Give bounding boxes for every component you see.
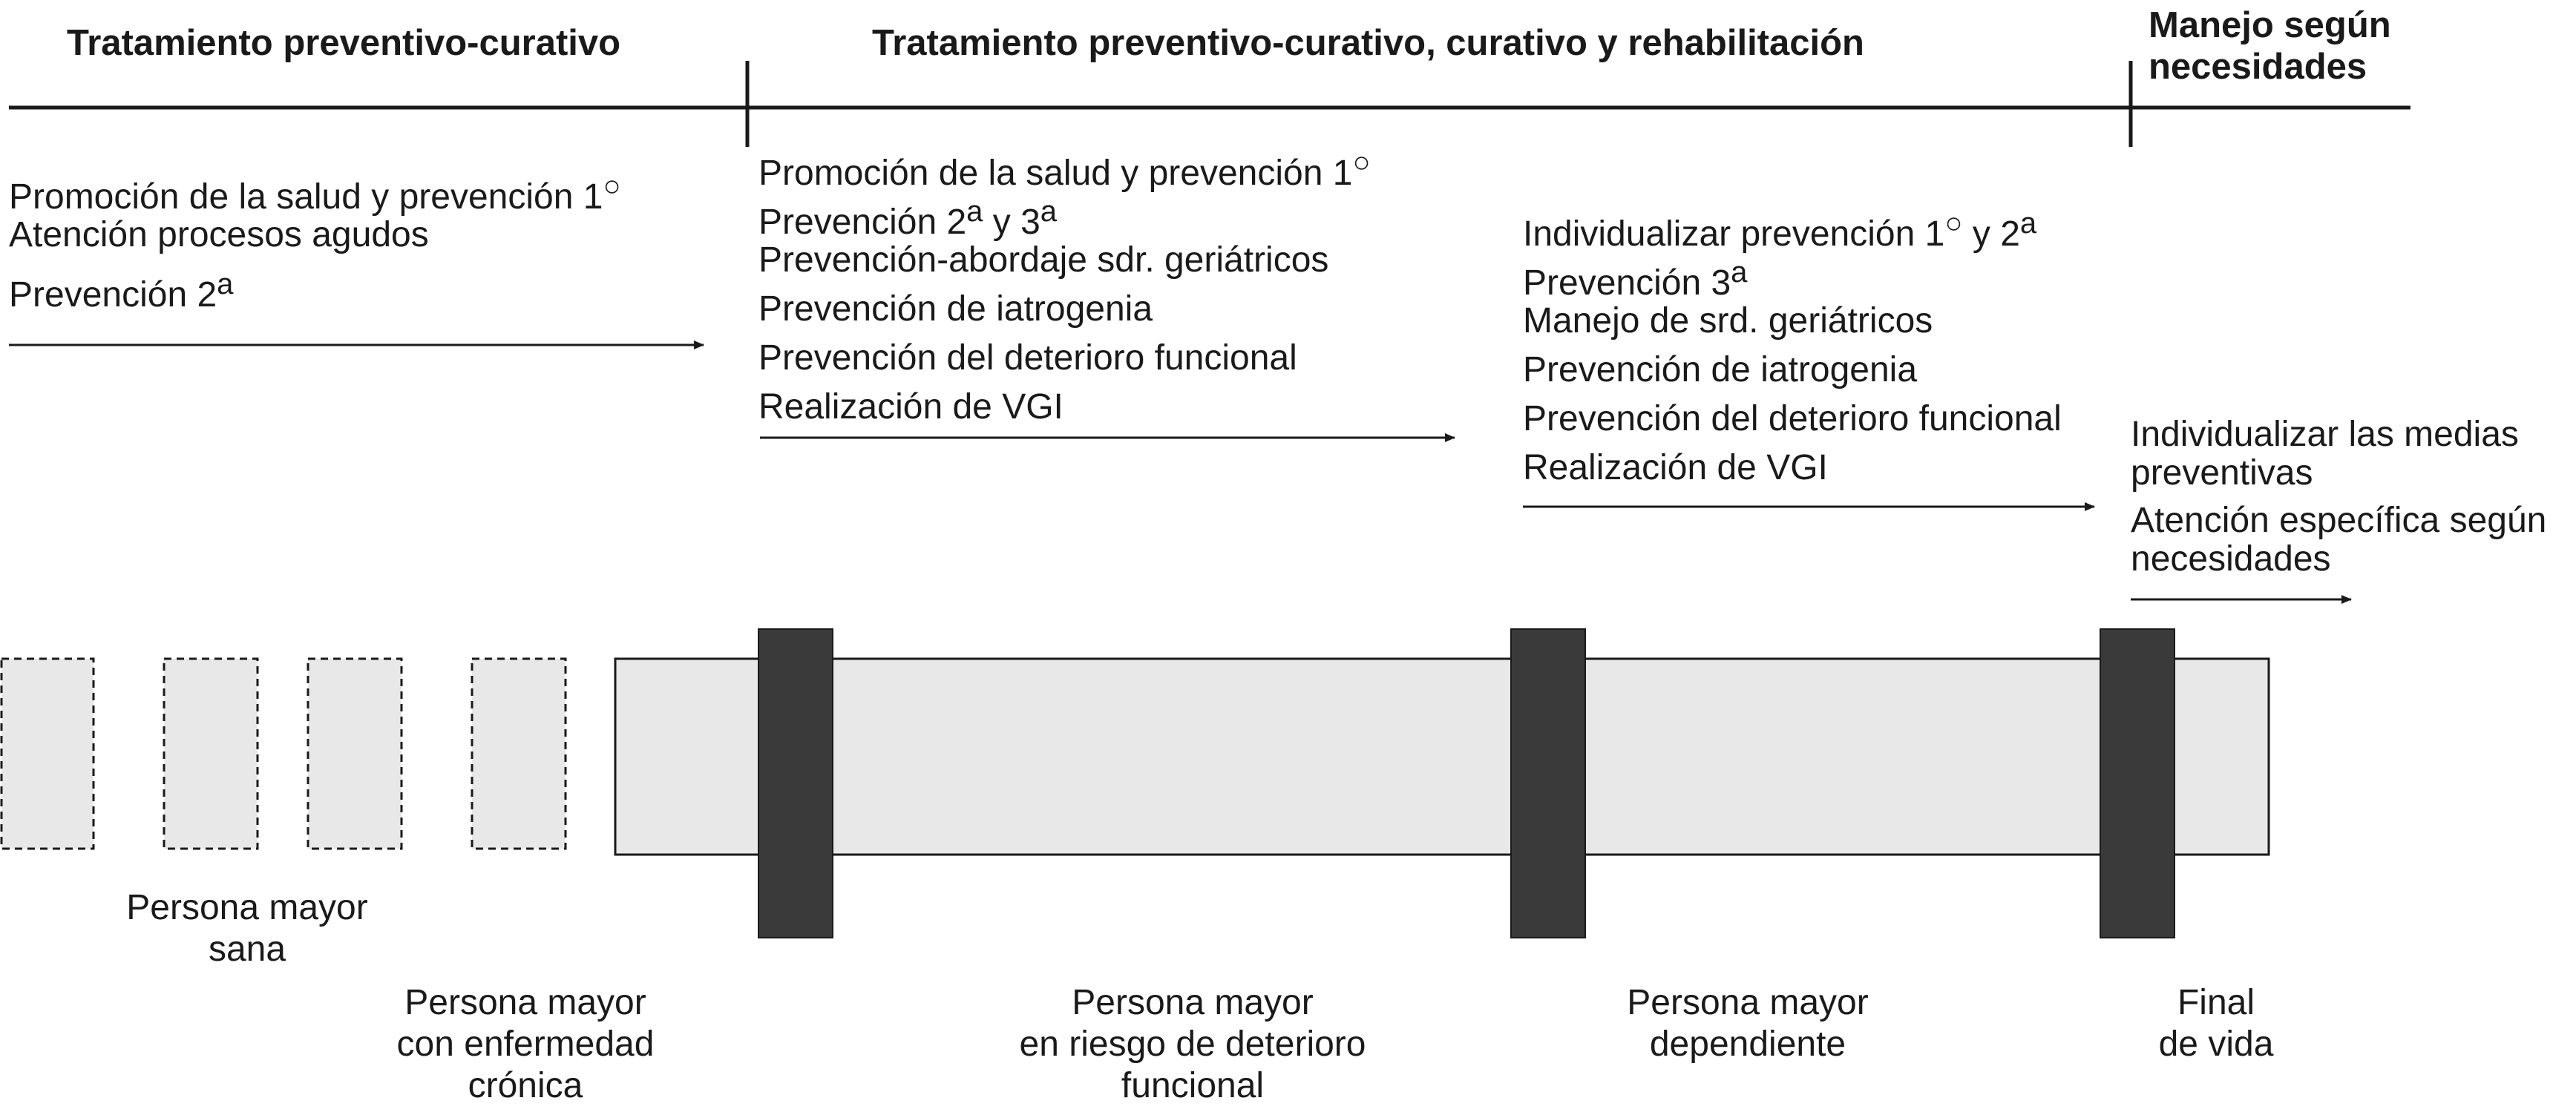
- stage-label-final-de-vida: Final de vida: [2158, 983, 2274, 1064]
- continuum-bar: [615, 659, 2269, 855]
- list-item: Manejo de srd. geriátricos: [1523, 301, 1933, 341]
- list-item: Individualizar las medias preventivas: [2131, 415, 2519, 493]
- list-item: Atención específica según necesidades: [2131, 501, 2547, 579]
- transition-marker-1: [758, 629, 833, 938]
- list-item: Individualizar prevención 1○ y 2$^a$: [1523, 207, 2037, 254]
- list-item: Atención procesos agudos: [9, 215, 429, 254]
- stage-label-dependiente: Persona mayor dependiente: [1627, 983, 1869, 1064]
- dashed-box-2: [164, 659, 258, 849]
- column-3-list: [1523, 199, 2062, 493]
- header-manejo-line-1: Manejo según: [2149, 5, 2391, 45]
- header-preventivo-curativo-rehabilitacion: Tratamiento preventivo-curativo, curativo y rehabilitación: [872, 23, 1864, 63]
- list-item: Prevención-abordaje sdr. geriátricos: [758, 240, 1329, 280]
- list-item: Realización de VGI: [758, 387, 1063, 427]
- column-2-list: [758, 138, 1371, 432]
- list-item: Promoción de la salud y prevención 1○: [758, 146, 1371, 193]
- list-item: Prevención 2$^a$: [9, 268, 234, 315]
- stage-label-sana: Persona mayor sana: [126, 888, 368, 969]
- list-item: Prevención de iatrogenia: [1523, 350, 1918, 389]
- dashed-box-1: [1, 659, 94, 849]
- list-item: Prevención del deterioro funcional: [758, 338, 1297, 378]
- list-item: Realización de VGI: [1523, 448, 1828, 487]
- column-1-list: [9, 162, 621, 315]
- header-manejo-segun-necesidades: [2149, 4, 2391, 88]
- header-preventivo-curativo: Tratamiento preventivo-curativo: [67, 23, 621, 63]
- dashed-box-4: [472, 659, 566, 849]
- stage-label-enfermedad-cronica: Persona mayor con enfermedad crónica: [396, 983, 655, 1105]
- transition-marker-2: [1511, 629, 1585, 938]
- list-item: Prevención de iatrogenia: [758, 289, 1153, 329]
- list-item: Promoción de la salud y prevención 1○: [9, 170, 621, 217]
- list-item: Prevención del deterioro funcional: [1523, 399, 2062, 438]
- list-item: Prevención 2$^a$ y 3$^a$: [758, 195, 1058, 242]
- header-manejo-line-2: necesidades: [2149, 47, 2367, 87]
- stage-label-riesgo-deterioro: Persona mayor en riesgo de deterioro funcional: [1019, 983, 1366, 1105]
- transition-marker-3: [2100, 629, 2174, 938]
- column-4-list: [2131, 415, 2546, 588]
- dashed-box-3: [308, 659, 402, 849]
- list-item: Prevención 3$^a$: [1523, 256, 1748, 303]
